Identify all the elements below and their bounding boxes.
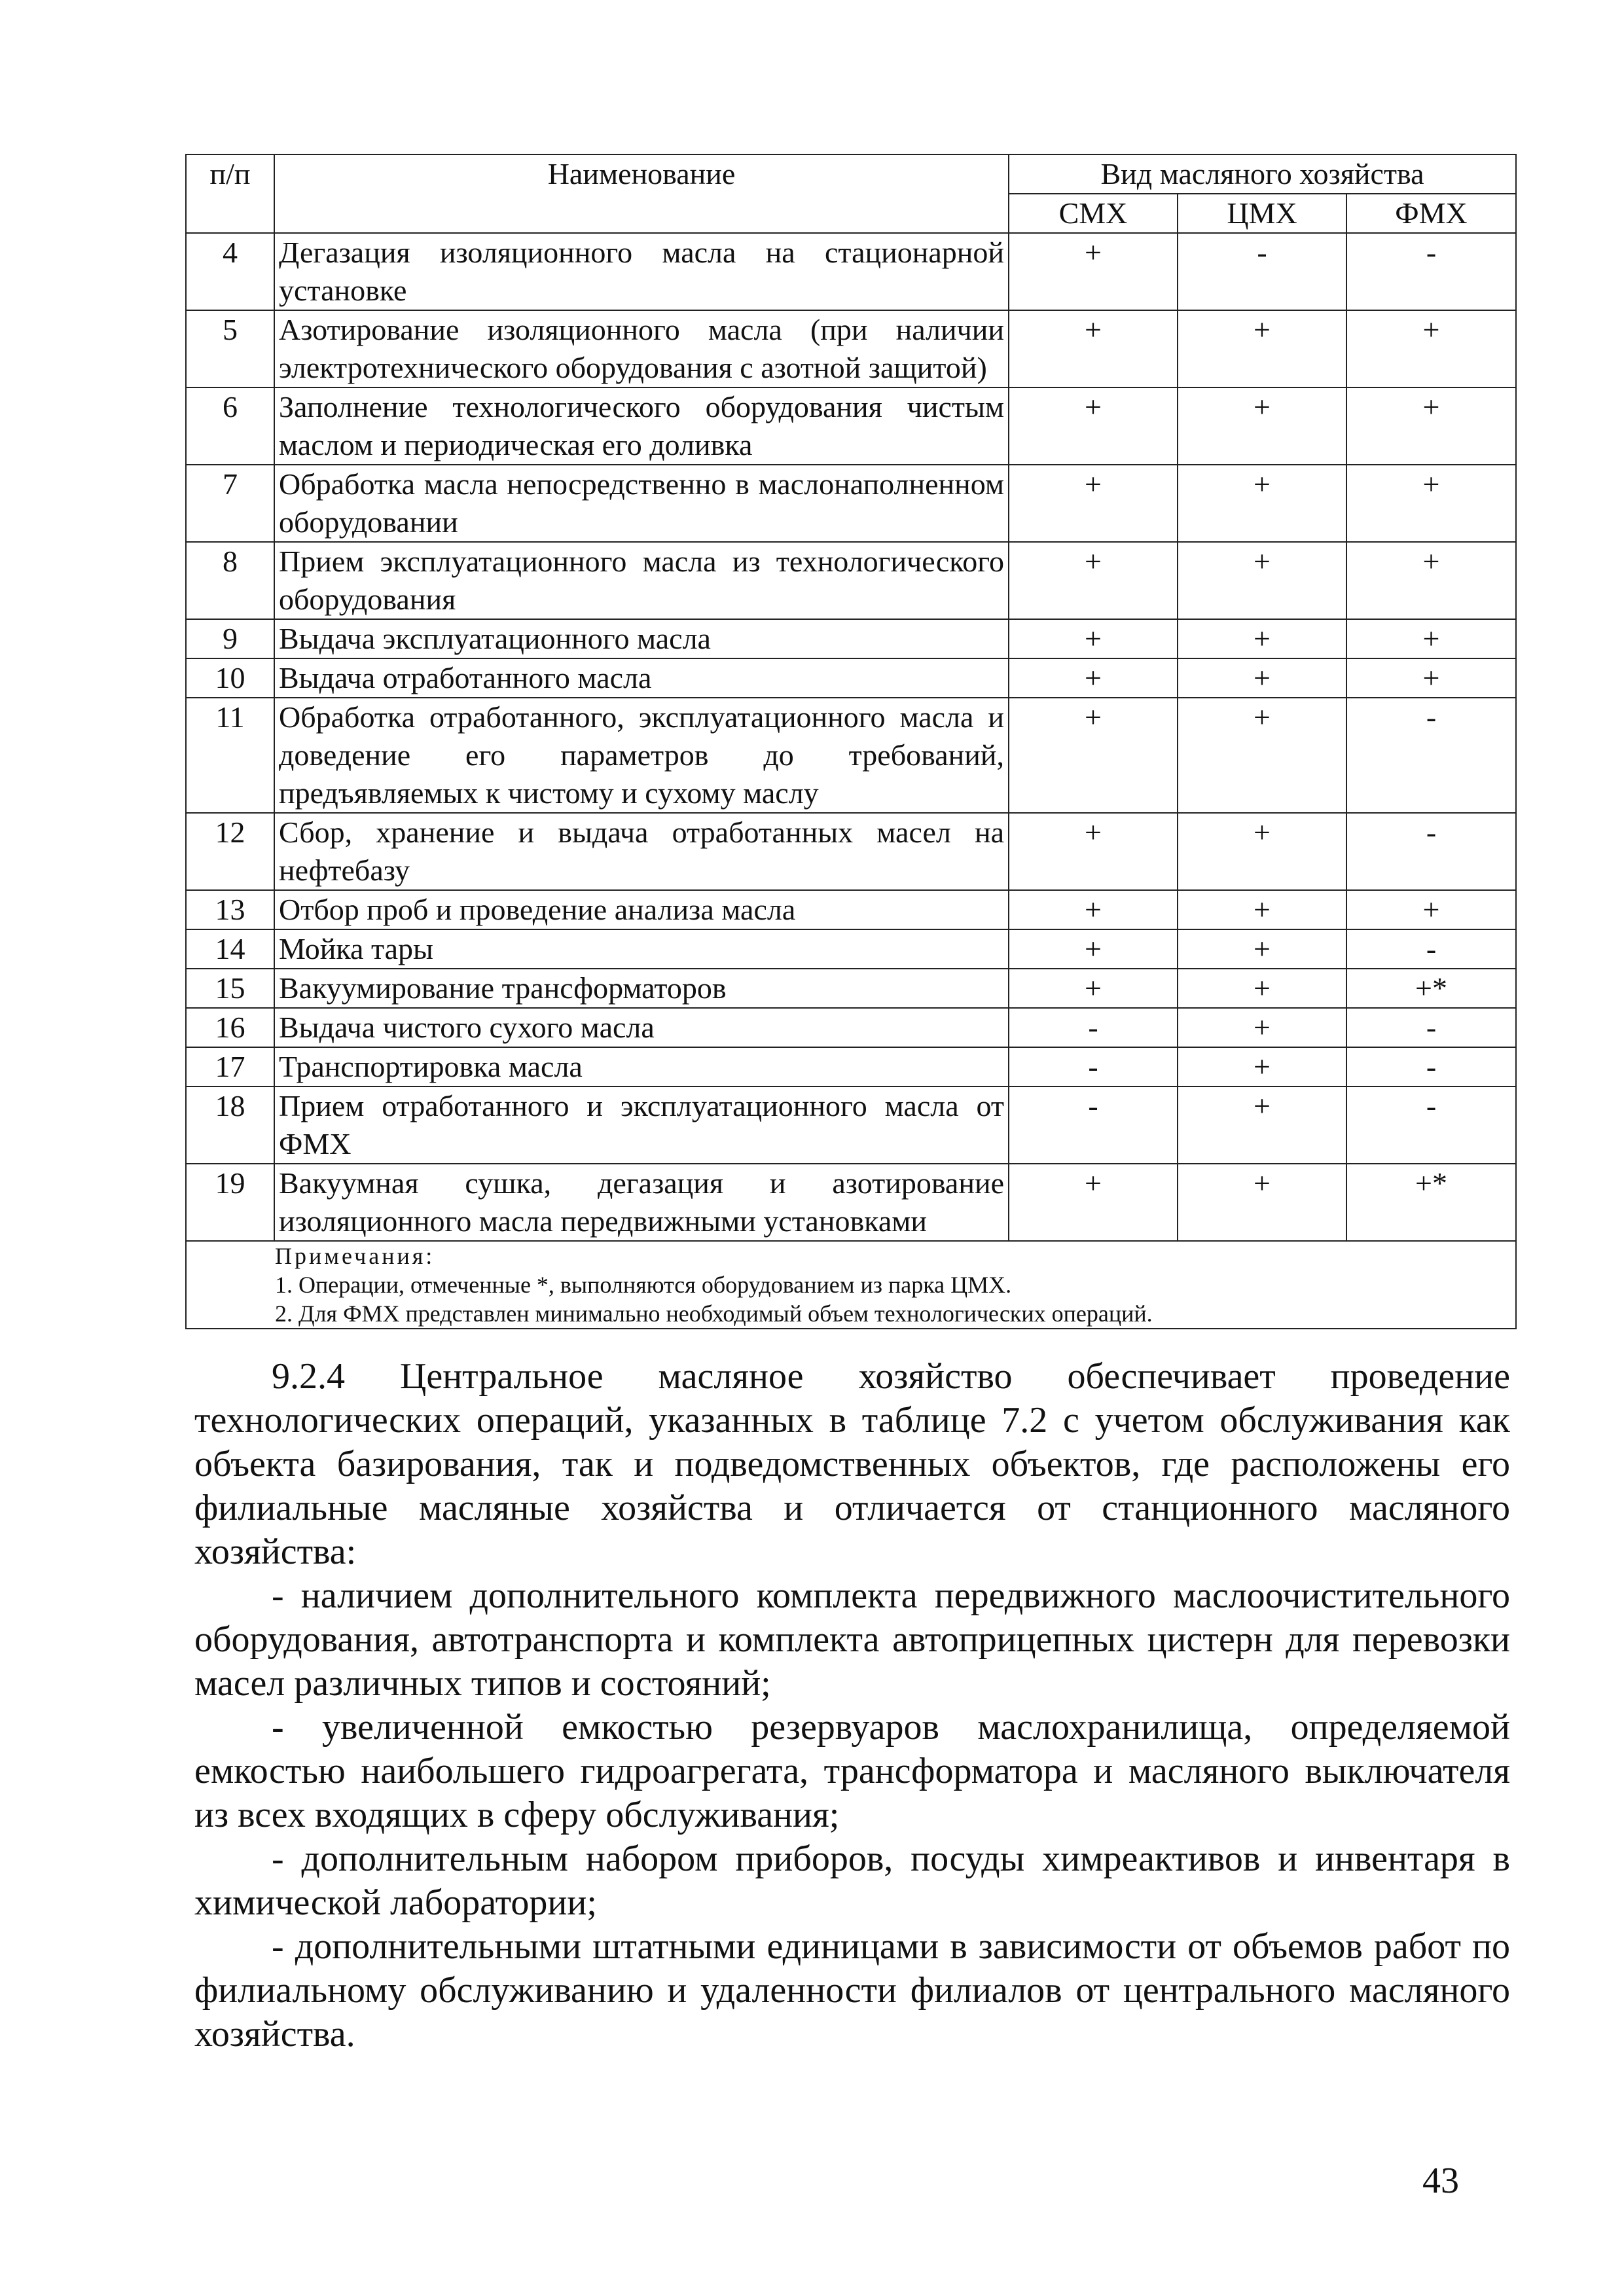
row-name: Выдача эксплуатационного масла — [274, 619, 1009, 658]
row-name: Азотирование изоляционного масла (при наличии электротехнического оборудования с азотной защитой) — [274, 310, 1009, 387]
row-smh: + — [1009, 542, 1178, 619]
row-number: 18 — [186, 1086, 274, 1164]
row-smh: + — [1009, 619, 1178, 658]
body-text — [194, 1355, 1510, 2056]
notes-cell — [186, 1241, 1516, 1329]
row-smh: + — [1009, 233, 1178, 310]
row-number: 8 — [186, 542, 274, 619]
table-row — [186, 1086, 1516, 1164]
row-name: Вакуумная сушка, дегазация и азотирование изоляционного масла передвижными установками — [274, 1164, 1009, 1241]
row-cmh: + — [1178, 1164, 1346, 1241]
row-cmh: + — [1178, 969, 1346, 1008]
row-cmh: + — [1178, 658, 1346, 698]
row-cmh: + — [1178, 698, 1346, 813]
row-fmh: +* — [1346, 1164, 1516, 1241]
row-name: Дегазация изоляционного масла на стационарной установке — [274, 233, 1009, 310]
row-name: Выдача чистого сухого масла — [274, 1008, 1009, 1047]
row-number: 9 — [186, 619, 274, 658]
header-fmh: ФМХ — [1346, 194, 1516, 233]
note-item-1: 1. Операции, отмеченные *, выполняются оборудованием из парка ЦМХ. — [275, 1272, 1012, 1298]
row-number: 7 — [186, 465, 274, 542]
table-row — [186, 619, 1516, 658]
row-number: 4 — [186, 233, 274, 310]
row-cmh: + — [1178, 1086, 1346, 1164]
note-item-2: 2. Для ФМХ представлен минимально необходимый объем технологических операций. — [275, 1300, 1153, 1327]
row-smh: - — [1009, 1047, 1178, 1086]
row-smh: + — [1009, 387, 1178, 465]
row-name: Транспортировка масла — [274, 1047, 1009, 1086]
row-name: Прием отработанного и эксплуатационного масла от ФМХ — [274, 1086, 1009, 1164]
row-name: Прием эксплуатационного масла из технологического оборудования — [274, 542, 1009, 619]
row-number: 16 — [186, 1008, 274, 1047]
row-name: Обработка масла непосредственно в маслонаполненном оборудовании — [274, 465, 1009, 542]
row-fmh: + — [1346, 619, 1516, 658]
row-number: 19 — [186, 1164, 274, 1241]
row-smh: + — [1009, 310, 1178, 387]
list-item: - увеличенной емкостью резервуаров маслохранилища, определяемой емкостью наибольшего гидроагрегата, трансформатора и масляного выключателя из всех входящих в сферу обслуживания; — [194, 1707, 1510, 1835]
row-fmh: - — [1346, 233, 1516, 310]
row-number: 6 — [186, 387, 274, 465]
row-number: 5 — [186, 310, 274, 387]
row-cmh: + — [1178, 1047, 1346, 1086]
row-fmh: - — [1346, 813, 1516, 890]
row-smh: + — [1009, 890, 1178, 929]
row-number: 14 — [186, 929, 274, 969]
row-cmh: + — [1178, 619, 1346, 658]
row-name: Вакуумирование трансформаторов — [274, 969, 1009, 1008]
row-smh: + — [1009, 969, 1178, 1008]
row-smh: + — [1009, 465, 1178, 542]
row-fmh: - — [1346, 929, 1516, 969]
header-num: п/п — [186, 154, 274, 233]
row-cmh: + — [1178, 465, 1346, 542]
row-cmh: + — [1178, 310, 1346, 387]
row-fmh: - — [1346, 1047, 1516, 1086]
table-header-row — [186, 154, 1516, 194]
table-row — [186, 658, 1516, 698]
row-number: 11 — [186, 698, 274, 813]
row-number: 15 — [186, 969, 274, 1008]
row-fmh: + — [1346, 890, 1516, 929]
table-row — [186, 310, 1516, 387]
list-item: - дополнительными штатными единицами в зависимости от объемов работ по филиальному обслуживанию и удаленности филиалов от центрального масляного хозяйства. — [194, 1926, 1510, 2054]
row-smh: + — [1009, 813, 1178, 890]
table-row — [186, 387, 1516, 465]
row-smh: - — [1009, 1008, 1178, 1047]
table-row — [186, 1164, 1516, 1241]
row-smh: + — [1009, 658, 1178, 698]
row-fmh: + — [1346, 465, 1516, 542]
row-number: 12 — [186, 813, 274, 890]
table-body — [186, 233, 1516, 1241]
row-smh: + — [1009, 929, 1178, 969]
row-name: Отбор проб и проведение анализа масла — [274, 890, 1009, 929]
row-number: 10 — [186, 658, 274, 698]
row-cmh: + — [1178, 1008, 1346, 1047]
row-fmh: + — [1346, 310, 1516, 387]
row-cmh: - — [1178, 233, 1346, 310]
row-cmh: + — [1178, 387, 1346, 465]
notes-title: Примечания: — [275, 1243, 435, 1269]
row-fmh: + — [1346, 387, 1516, 465]
row-fmh: - — [1346, 1086, 1516, 1164]
table-row — [186, 1047, 1516, 1086]
row-number: 13 — [186, 890, 274, 929]
header-cmh: ЦМХ — [1178, 194, 1346, 233]
header-group: Вид масляного хозяйства — [1009, 154, 1516, 194]
row-number: 17 — [186, 1047, 274, 1086]
row-fmh: + — [1346, 658, 1516, 698]
notes-row — [186, 1241, 1516, 1329]
row-fmh: - — [1346, 1008, 1516, 1047]
table-row — [186, 813, 1516, 890]
row-smh: + — [1009, 698, 1178, 813]
table-row — [186, 698, 1516, 813]
table-row — [186, 465, 1516, 542]
list-item: - наличием дополнительного комплекта передвижного маслоочистительного оборудования, автотранспорта и комплекта автоприцепных цистерн для перевозки масел различных типов и состояний; — [194, 1575, 1510, 1704]
row-cmh: + — [1178, 542, 1346, 619]
row-cmh: + — [1178, 929, 1346, 969]
table-row — [186, 542, 1516, 619]
row-name: Обработка отработанного, эксплуатационного масла и доведение его параметров до требований, предъявляемых к чистому и сухому маслу — [274, 698, 1009, 813]
operations-table — [185, 154, 1517, 1329]
row-fmh: + — [1346, 542, 1516, 619]
row-name: Заполнение технологического оборудования чистым маслом и периодическая его доливка — [274, 387, 1009, 465]
row-name: Выдача отработанного масла — [274, 658, 1009, 698]
header-name: Наименование — [274, 154, 1009, 233]
table-row — [186, 969, 1516, 1008]
row-name: Мойка тары — [274, 929, 1009, 969]
row-smh: - — [1009, 1086, 1178, 1164]
row-cmh: + — [1178, 890, 1346, 929]
row-cmh: + — [1178, 813, 1346, 890]
table-row — [186, 233, 1516, 310]
list-item: - дополнительным набором приборов, посуды химреактивов и инвентаря в химической лаборатории; — [194, 1839, 1510, 1923]
row-fmh: - — [1346, 698, 1516, 813]
row-smh: + — [1009, 1164, 1178, 1241]
table-row — [186, 1008, 1516, 1047]
paragraph-9-2-4: 9.2.4 Центральное масляное хозяйство обеспечивает проведение технологических операций, указанных в таблице 7.2 с учетом обслуживания как объекта базирования, так и подведомственных объектов, где расположены его филиальные масляные хозяйства и отличается от станционного масляного хозяйства: — [194, 1356, 1510, 1572]
row-fmh: +* — [1346, 969, 1516, 1008]
row-name: Сбор, хранение и выдача отработанных масел на нефтебазу — [274, 813, 1009, 890]
table-row — [186, 890, 1516, 929]
page-number: 43 — [1422, 2161, 1459, 2201]
table-row — [186, 929, 1516, 969]
header-smh: СМХ — [1009, 194, 1178, 233]
